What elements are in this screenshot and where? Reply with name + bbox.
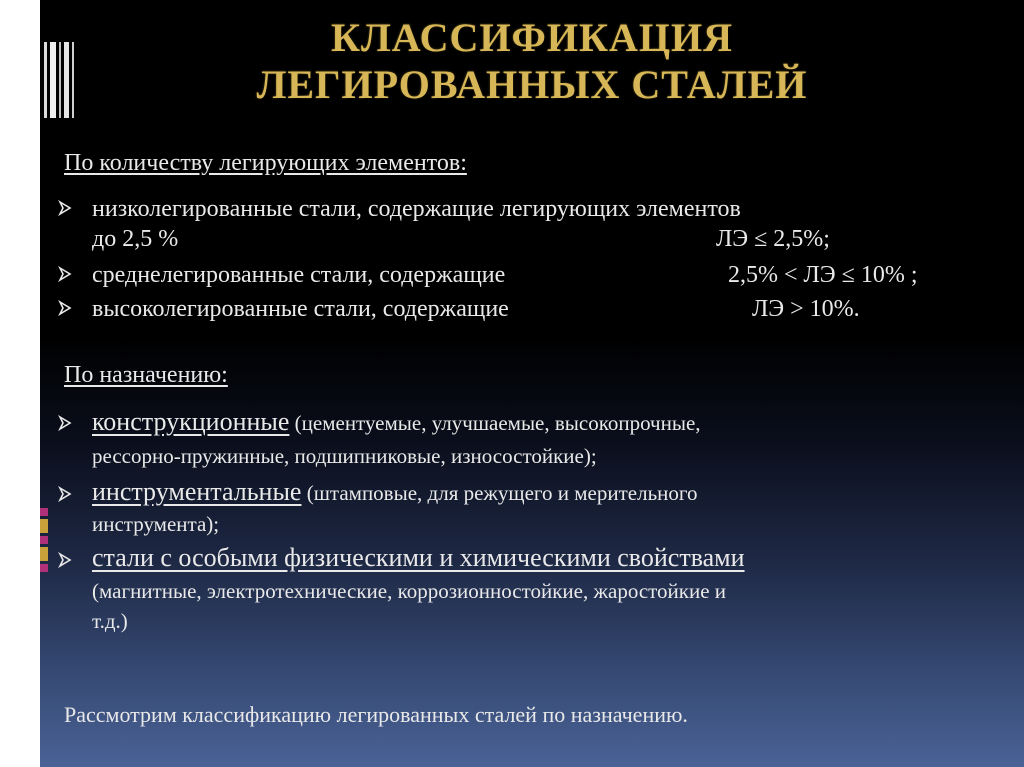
- title-line-2: ЛЕГИРОВАННЫХ СТАЛЕЙ: [256, 62, 808, 107]
- arrow-bullet-icon: [58, 415, 74, 431]
- item-low-alloy-line1: низколегированные стали, содержащие легирующих элементов: [92, 196, 741, 222]
- footer-note: Рассмотрим классификацию легированных сталей по назначению.: [64, 702, 688, 727]
- arrow-bullet-icon: [58, 266, 74, 282]
- section-quantity-heading: По количеству легирующих элементов:: [64, 150, 467, 176]
- desc-special-line1: (магнитные, электротехнические, коррозионностойкие, жаростойкие и: [92, 579, 727, 603]
- item-low-alloy-value: ЛЭ ≤ 2,5%;: [716, 226, 830, 252]
- arrow-bullet-icon: [58, 200, 74, 216]
- slide: [40, 0, 1024, 767]
- desc-structural-line1: (цементуемые, улучшаемые, высокопрочные,: [289, 411, 701, 435]
- term-structural: конструкционные: [92, 407, 290, 436]
- item-high-alloy: высоколегированные стали, содержащие: [92, 296, 509, 322]
- item-medium-alloy-value: 2,5% < ЛЭ ≤ 10% ;: [728, 262, 918, 288]
- desc-tool-line2: инструмента);: [92, 512, 220, 536]
- desc-special-line2: т.д.): [92, 609, 128, 633]
- item-tool: [92, 478, 697, 507]
- arrow-bullet-icon: [58, 300, 74, 316]
- item-structural: [92, 408, 701, 437]
- arrow-bullet-icon: [58, 486, 74, 502]
- item-high-alloy-value: ЛЭ > 10%.: [752, 296, 860, 322]
- item-medium-alloy: среднелегированные стали, содержащие: [92, 262, 506, 288]
- term-tool: инструментальные: [92, 477, 302, 506]
- item-low-alloy-line2: до 2,5 %: [92, 226, 179, 252]
- section-purpose-heading: По назначению:: [64, 362, 228, 388]
- item-special: [92, 544, 745, 573]
- desc-tool-line1: (штамповые, для режущего и мерительного: [301, 481, 698, 505]
- arrow-bullet-icon: [58, 552, 74, 568]
- title-line-1: КЛАССИФИКАЦИЯ: [330, 15, 734, 60]
- left-squares-decoration: [40, 508, 52, 588]
- desc-structural-line2: рессорно-пружинные, подшипниковые, износостойкие);: [92, 444, 597, 468]
- slide-title: [40, 14, 1024, 108]
- term-special: стали с особыми физическими и химическими свойствами: [92, 543, 745, 572]
